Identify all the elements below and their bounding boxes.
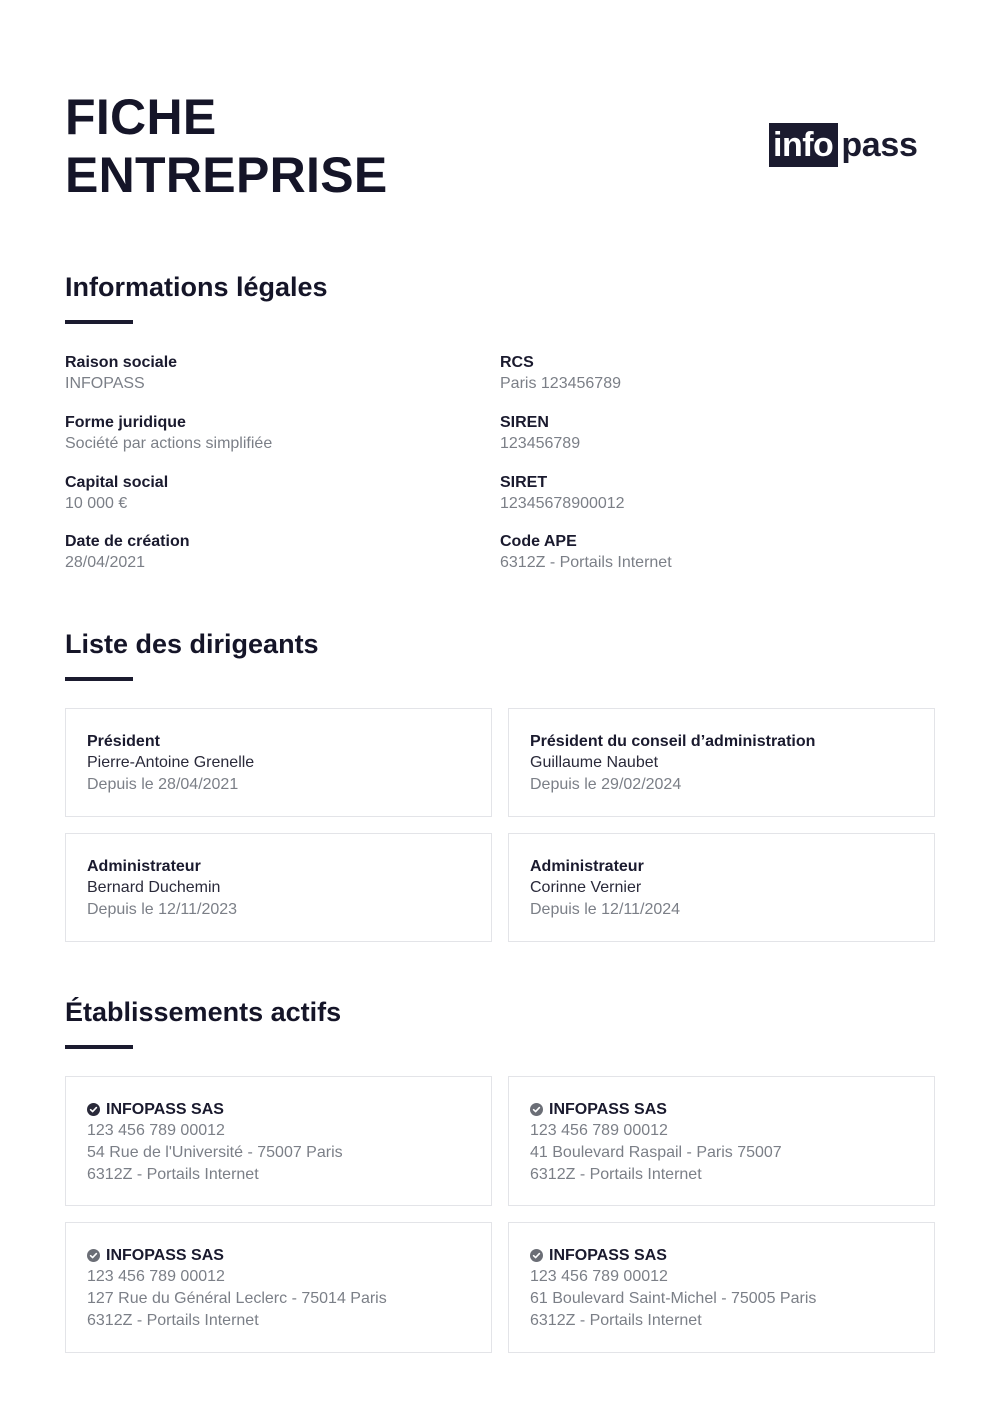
director-card [508, 833, 935, 942]
field-label: SIRET [500, 474, 548, 491]
field-value: 12345678900012 [500, 495, 625, 512]
director-name: Pierre-Antoine Grenelle [87, 754, 255, 771]
field-rcs [500, 352, 900, 395]
field-code-ape [500, 531, 900, 574]
section-rule-legal [65, 320, 133, 324]
field-value: Société par actions simplifiée [65, 435, 273, 452]
establishment-name-row [87, 1099, 470, 1120]
field-value: 28/04/2021 [65, 554, 146, 571]
director-role: Président du conseil d’administration [530, 733, 816, 750]
establishment-siret: 123 456 789 00012 [530, 1268, 668, 1285]
establishment-card [508, 1076, 935, 1206]
establishment-card [508, 1222, 935, 1353]
director-since: Depuis le 28/04/2021 [87, 776, 239, 793]
check-circle-icon [87, 1103, 100, 1116]
establishment-siret: 123 456 789 00012 [530, 1122, 668, 1139]
field-date-creation [65, 531, 465, 574]
director-name: Bernard Duchemin [87, 879, 221, 896]
page-title-line-2: ENTREPRISE [65, 147, 388, 203]
infopass-logo [769, 123, 918, 167]
field-value: 10 000 € [65, 495, 128, 512]
establishment-address: 41 Boulevard Raspail - Paris 75007 [530, 1144, 782, 1161]
establishment-ape: 6312Z - Portails Internet [530, 1166, 702, 1183]
field-value: INFOPASS [65, 375, 145, 392]
establishment-ape: 6312Z - Portails Internet [530, 1312, 702, 1329]
field-label: Forme juridique [65, 414, 186, 431]
section-title-legal: Informations légales [65, 272, 328, 302]
establishment-card [65, 1222, 492, 1353]
check-circle-icon [530, 1249, 543, 1262]
establishment-ape: 6312Z - Portails Internet [87, 1166, 259, 1183]
field-forme-juridique [65, 412, 465, 455]
field-label: Date de création [65, 533, 190, 550]
director-since: Depuis le 29/02/2024 [530, 776, 682, 793]
director-name: Corinne Vernier [530, 879, 642, 896]
field-value: 6312Z - Portails Internet [500, 554, 672, 571]
field-capital-social [65, 472, 465, 515]
establishment-address: 127 Rue du Général Leclerc - 75014 Paris [87, 1290, 387, 1307]
establishment-siret: 123 456 789 00012 [87, 1268, 225, 1285]
section-title-establishments: Établissements actifs [65, 997, 342, 1027]
field-raison-sociale [65, 352, 465, 395]
director-name: Guillaume Naubet [530, 754, 659, 771]
establishment-address: 61 Boulevard Saint-Michel - 75005 Paris [530, 1290, 817, 1307]
field-value: 123456789 [500, 435, 581, 452]
establishment-name: INFOPASS SAS [549, 1247, 667, 1264]
establishment-name-row [530, 1245, 913, 1266]
logo-box-text: info [769, 123, 838, 167]
section-title-directors: Liste des dirigeants [65, 629, 319, 659]
director-role: Président [87, 733, 160, 750]
logo-rest-text: pass [841, 126, 918, 164]
establishment-name: INFOPASS SAS [106, 1101, 224, 1118]
field-siren [500, 412, 900, 455]
director-role: Administrateur [87, 858, 201, 875]
director-since: Depuis le 12/11/2023 [87, 901, 238, 918]
field-value: Paris 123456789 [500, 375, 621, 392]
director-card [65, 833, 492, 942]
page-title-line-1: FICHE [65, 89, 217, 145]
establishment-card [65, 1076, 492, 1206]
check-circle-icon [530, 1103, 543, 1116]
director-card [508, 708, 935, 817]
establishment-name-row [530, 1099, 913, 1120]
director-card [65, 708, 492, 817]
section-rule-establishments [65, 1045, 133, 1049]
establishment-name-row [87, 1245, 470, 1266]
establishment-ape: 6312Z - Portails Internet [87, 1312, 259, 1329]
field-label: Capital social [65, 474, 169, 491]
establishment-siret: 123 456 789 00012 [87, 1122, 225, 1139]
check-circle-icon [87, 1249, 100, 1262]
field-label: RCS [500, 354, 534, 371]
field-label: Raison sociale [65, 354, 178, 371]
field-label: SIREN [500, 414, 549, 431]
director-role: Administrateur [530, 858, 644, 875]
establishment-name: INFOPASS SAS [106, 1247, 224, 1264]
director-since: Depuis le 12/11/2024 [530, 901, 681, 918]
page-title [65, 88, 388, 204]
establishment-address: 54 Rue de l'Université - 75007 Paris [87, 1144, 343, 1161]
establishment-name: INFOPASS SAS [549, 1101, 667, 1118]
field-siret [500, 472, 900, 515]
field-label: Code APE [500, 533, 577, 550]
section-rule-directors [65, 677, 133, 681]
